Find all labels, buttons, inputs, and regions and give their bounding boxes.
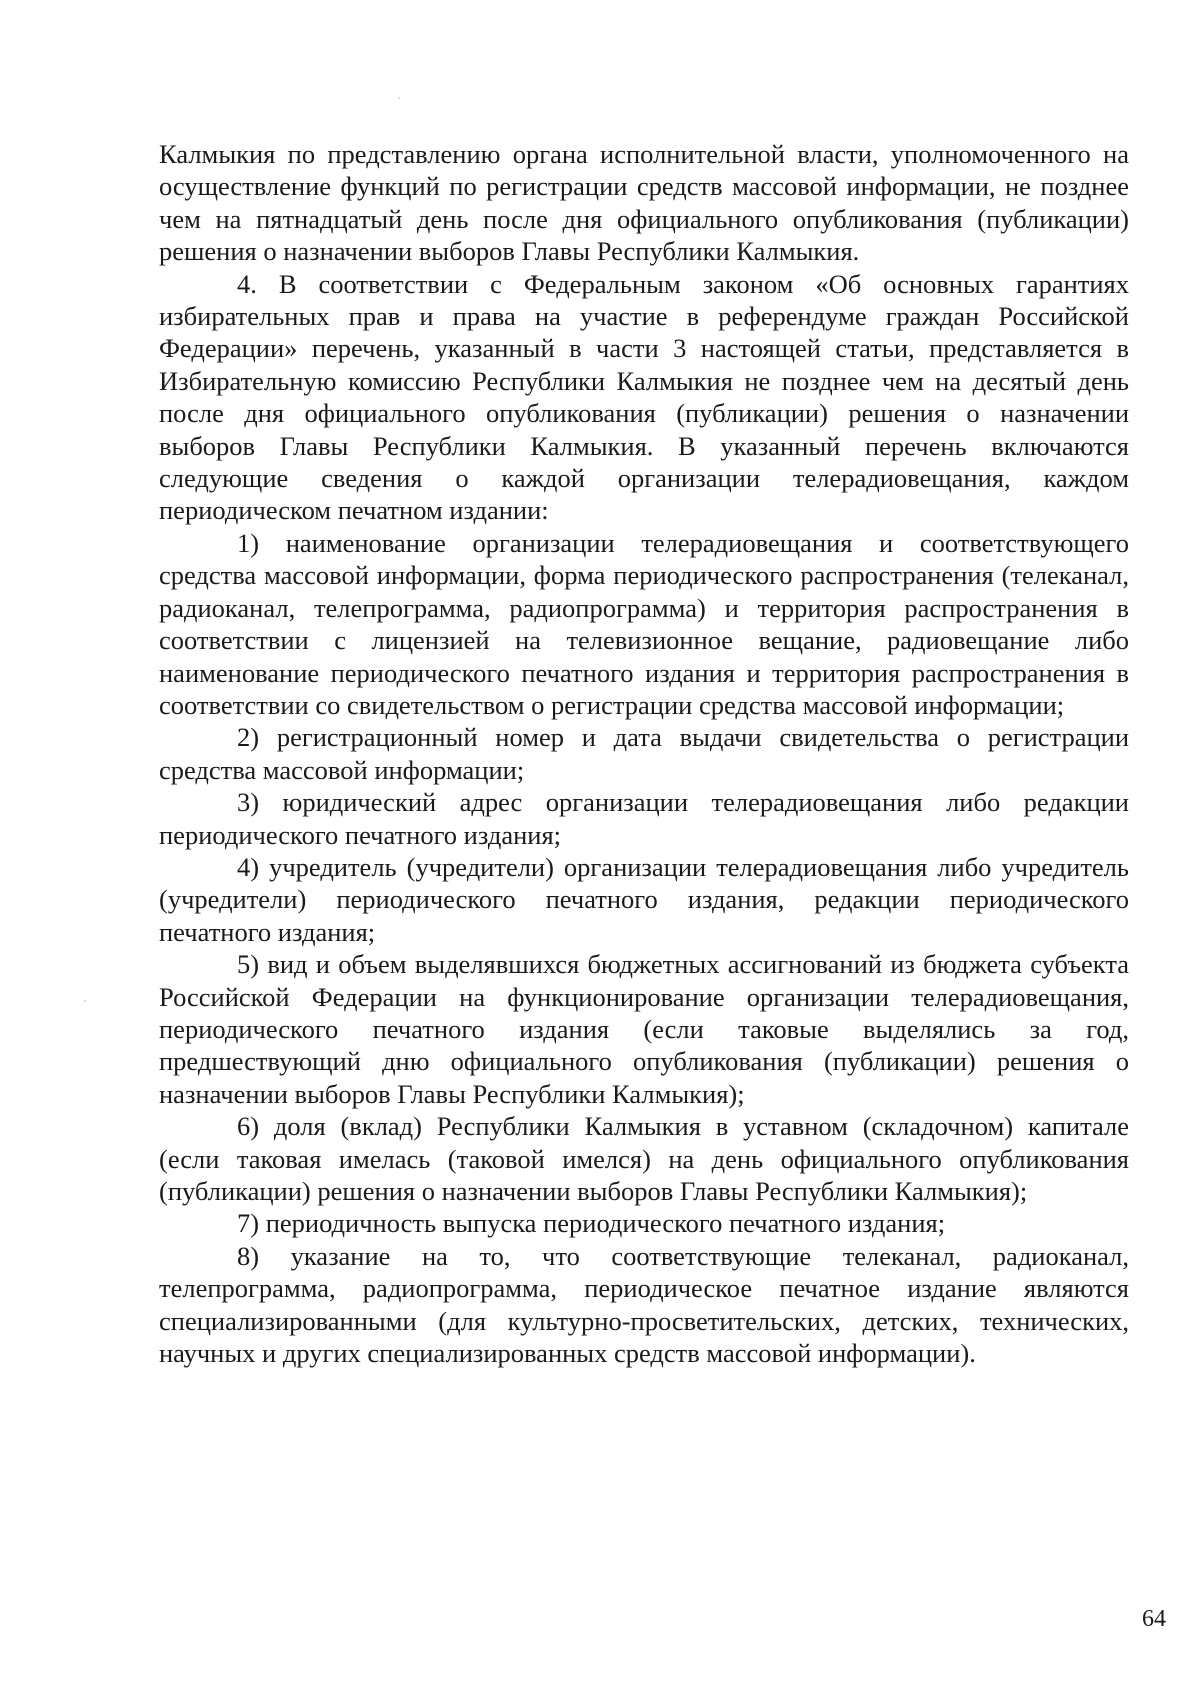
document-body: [159, 138, 1129, 1369]
list-item-1: 1) наименование организации телерадиовещания и соответствующего средства массовой информации, форма периодического распространения (телеканал, радиоканал, телепрограмма, радиопрограмма) и территория распространения в соответствии с лицензией на телевизионное вещание, радиовещание либо наименование периодического печатного издания и территория распространения в соответствии со свидетельством о регистрации средства массовой информации;: [159, 527, 1129, 720]
paragraph-continuation: Калмыкия по представлению органа исполнительной власти, уполномоченного на осуществление функций по регистрации средств массовой информации, не позднее чем на пятнадцатый день после дня официального опубликования (публикации) решения о назначении выборов Главы Республики Калмыкия.: [159, 139, 1129, 267]
paragraph-clause-4: 4. В соответствии с Федеральным законом «Об основных гарантиях избирательных прав и права на участие в референдуме граждан Российской Федерации» перечень, указанный в части 3 настоящей статьи, представляется в Избирательную комиссию Республики Калмыкия не позднее чем на десятый день после дня официального опубликования (публикации) решения о назначении выборов Главы Республики Калмыкия. В указанный перечень включаются следующие сведения о каждой организации телерадиовещания, каждом периодическом печатном издании:: [159, 268, 1129, 526]
page-number: 64: [1142, 1606, 1166, 1632]
scan-speck: [84, 1000, 86, 1002]
list-item-3: 3) юридический адрес организации телерадиовещания либо редакции периодического печатного издания;: [159, 787, 1129, 850]
list-item-2: 2) регистрационный номер и дата выдачи свидетельства о регистрации средства массовой информации;: [159, 722, 1129, 785]
list-item-8: 8) указание на то, что соответствующие телеканал, радиоканал, телепрограмма, радиопрограмма, периодическое печатное издание являются специализированными (для культурно-просветительских, детских, технических, научных и других специализированных средств массовой информации).: [159, 1240, 1129, 1369]
list-item-6: 6) доля (вклад) Республики Калмыкия в уставном (складочном) капитале (если таковая имелась (таковой имелся) на день официального опубликования (публикации) решения о назначении выборов Главы Республики Калмыкия);: [159, 1111, 1129, 1206]
list-item-4: 4) учредитель (учредители) организации телерадиовещания либо учредитель (учредители) периодического печатного издания, редакции периодического печатного издания;: [159, 851, 1129, 947]
list-item-5: 5) вид и объем выделявшихся бюджетных ассигнований из бюджета субъекта Российской Федерации на функционирование организации телерадиовещания, периодического печатного издания (если таковые выделялись за год, предшествующий дню официального опубликования (публикации) решения о назначении выборов Главы Республики Калмыкия);: [159, 949, 1129, 1109]
list-item-7: 7) периодичность выпуска периодического печатного издания;: [237, 1208, 946, 1239]
scan-speck: [398, 97, 400, 99]
